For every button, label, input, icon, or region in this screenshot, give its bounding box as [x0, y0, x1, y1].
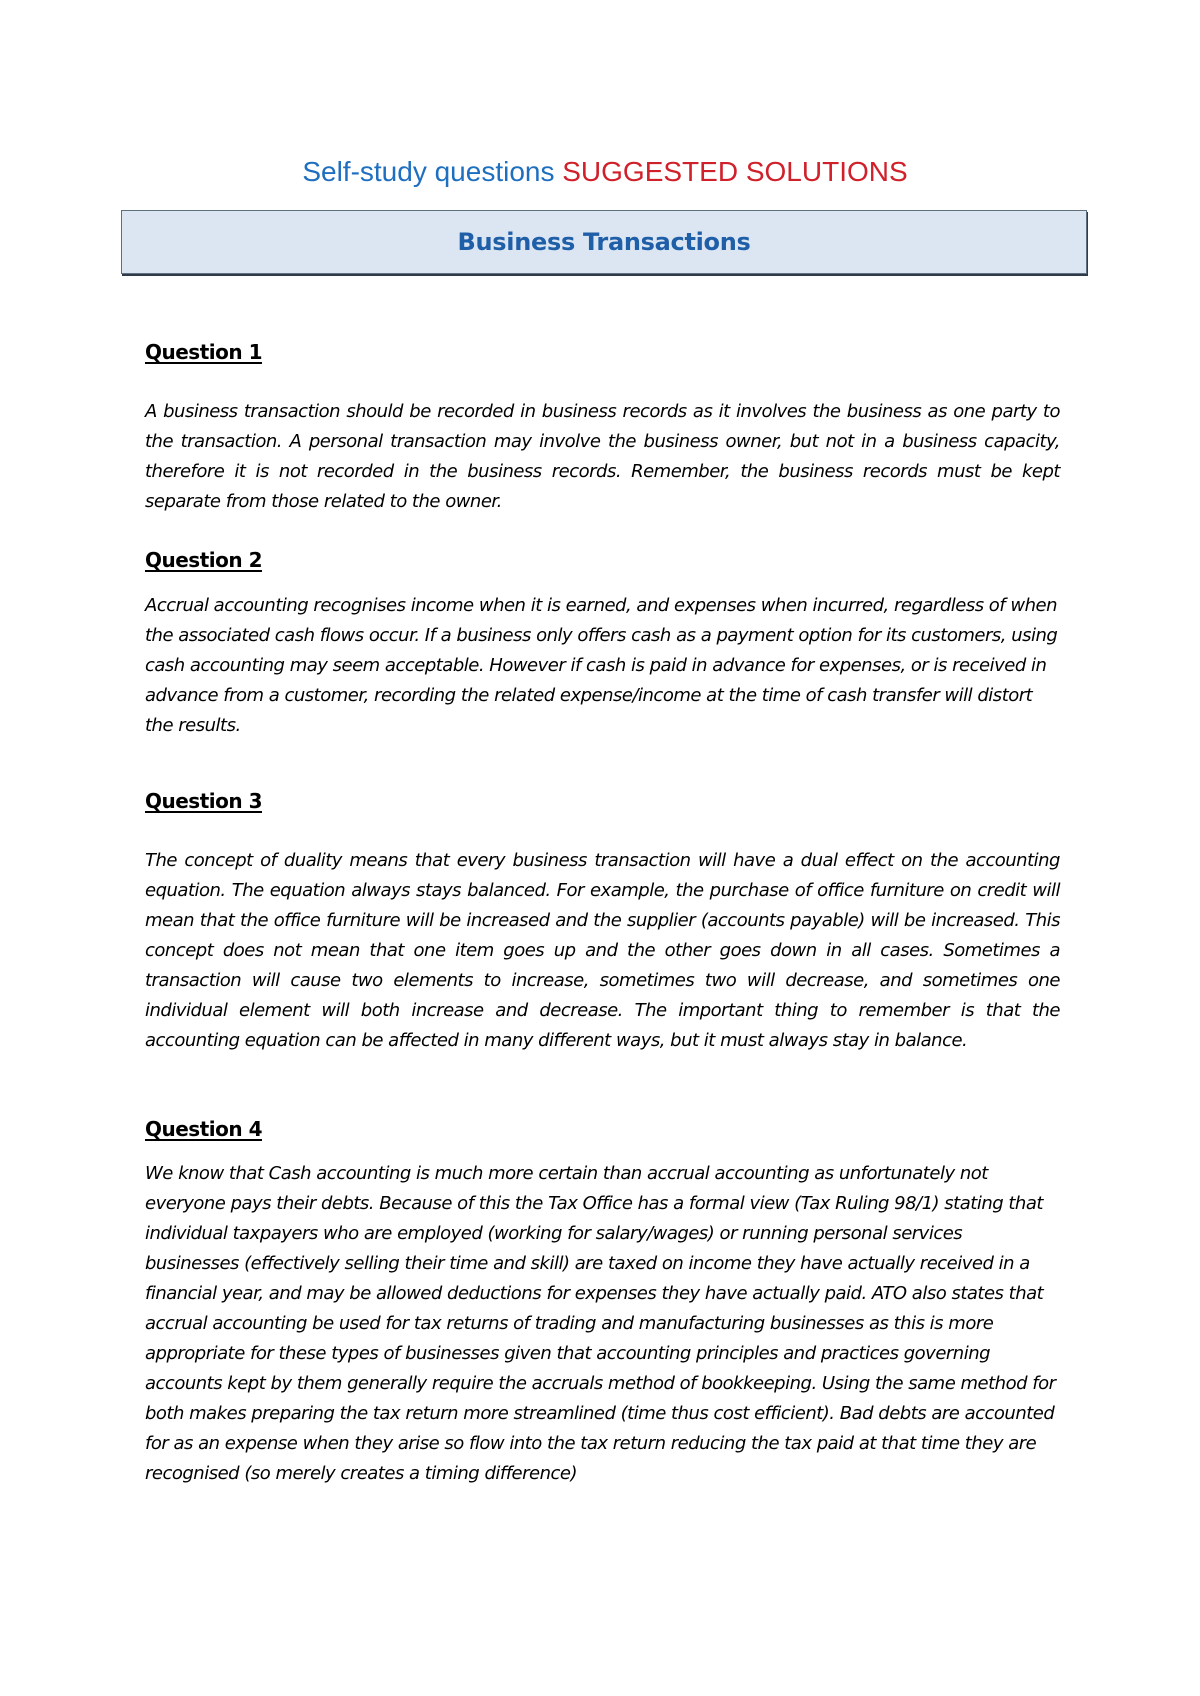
- page-title: [0, 154, 1200, 190]
- question-1-answer: A business transaction should be recorded in business records as it involves the business as one party to the transaction. A personal transaction may involve the business owner, but not in a business capacity, therefore it is not recorded in the business records. Remember, the business records must be kept separate from those related to the owner.: [145, 401, 1060, 512]
- question-4-heading: Question 4: [145, 1117, 262, 1141]
- question-3-answer: The concept of duality means that every business transaction will have a dual effect on the accounting equation. The equation always stays balanced. For example, the purchase of office furniture on credit will mean that the office furniture will be increased and the supplier (accounts payable) will be increased. This concept does not mean that one item goes up and the other goes down in all cases. Sometimes a transaction will cause two elements to increase, sometimes two will decrease, and sometimes one individual element will both increase and decrease. The important thing to remember is that the accounting equation can be affected in many different ways, but it must always stay in balance.: [145, 850, 1060, 1051]
- section-banner-title: Business Transactions: [457, 228, 751, 256]
- question-3-heading: Question 3: [145, 789, 262, 813]
- page-title-highlight: SUGGESTED SOLUTIONS: [562, 156, 908, 187]
- question-1-heading: Question 1: [145, 340, 262, 364]
- question-4-answer: We know that Cash accounting is much more certain than accrual accounting as unfortunately not everyone pays their debts. Because of this the Tax Office has a formal view (Tax Ruling 98/1) stating that individual taxpayers who are employed (working for salary/wages) or running personal services businesses (effectively selling their time and skill) are taxed on income they have actually received in a financial year, and may be allowed deductions for expenses they have actually paid. ATO also states that accrual accounting be used for tax returns of trading and manufacturing businesses as this is more appropriate for these types of businesses given that accounting principles and practices governing accounts kept by them generally require the accruals method of bookkeeping. Using the same method for both makes preparing the tax return more streamlined (time thus cost efficient). Bad debts are accounted for as an expense when they arise so flow into the tax return reducing the tax paid at that time they are recognised (so merely creates a timing difference): [145, 1163, 1056, 1484]
- page-title-prefix: Self-study questions: [302, 156, 555, 187]
- question-2-heading: Question 2: [145, 548, 262, 572]
- question-2-answer: Accrual accounting recognises income when it is earned, and expenses when incurred, regardless of when the associated cash flows occur. If a business only offers cash as a payment option for its customers, using cash accounting may seem acceptable. However if cash is paid in advance for expenses, or is received in advance from a customer, recording the related expense/income at the time of cash transfer will distort the results.: [145, 595, 1058, 736]
- section-banner: [121, 210, 1087, 274]
